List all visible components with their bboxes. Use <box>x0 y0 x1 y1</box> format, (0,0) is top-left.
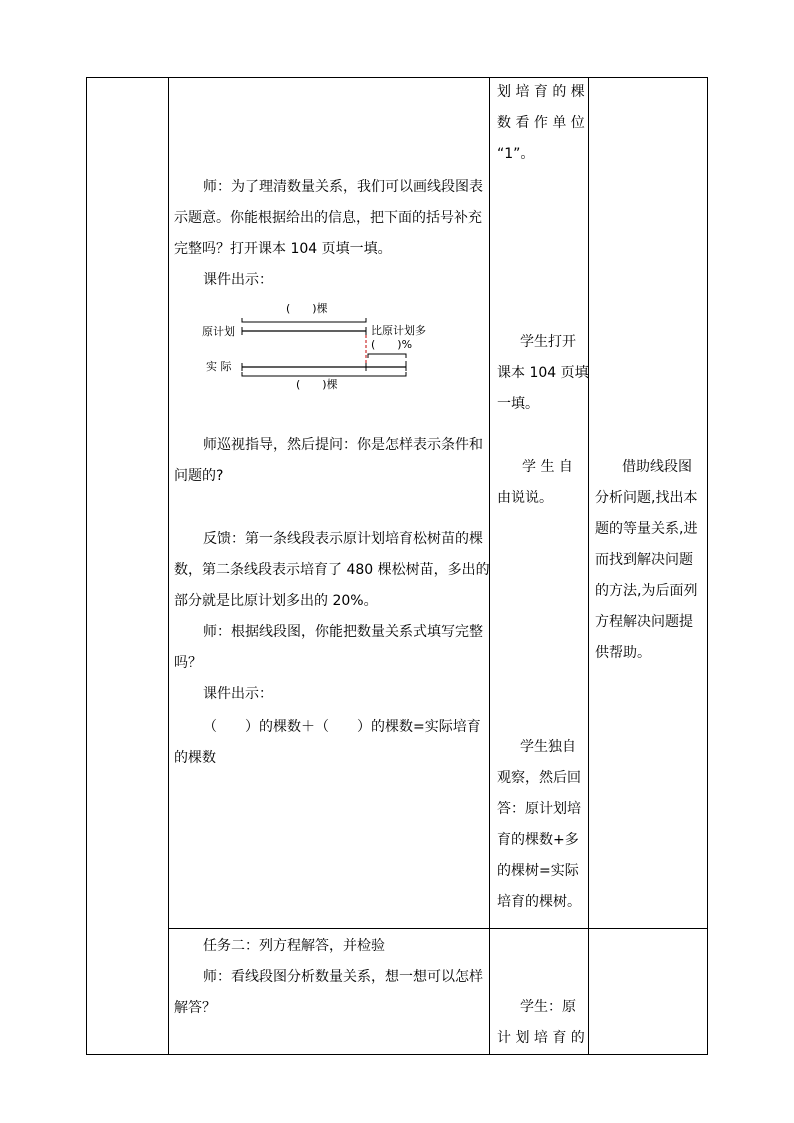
student-text-b1: 学生打开 <box>520 334 576 350</box>
courseware-show-1: 课件出示： <box>203 272 273 288</box>
teacher-text-4b: 吗？ <box>174 655 202 671</box>
col-line-5 <box>707 77 708 1055</box>
teacher-text-4a: 师：根据线段图，你能把数量关系式填写完整 <box>203 624 483 640</box>
student-text-e1: 学生：原 <box>520 999 576 1015</box>
task-two-title: 任务二：列方程解答，并检验 <box>203 938 385 954</box>
diagram-bottom-label: ( )棵 <box>296 378 338 391</box>
diagram-top-label: ( )棵 <box>286 302 328 315</box>
student-text-d6: 培育的棵树。 <box>497 894 581 910</box>
intent-text-7: 供帮助。 <box>595 645 651 661</box>
intent-text-1: 借助线段图 <box>622 459 692 475</box>
teacher-text-1b: 示题意。你能根据给出的信息，把下面的括号补充 <box>174 210 482 226</box>
col-line-1 <box>86 77 87 1055</box>
intent-text-3: 题的等量关系,进 <box>595 521 698 537</box>
student-text-a2: 数 看 作 单 位 <box>497 115 585 131</box>
table-border-top <box>86 77 708 78</box>
diagram-row2-label: 实 际 <box>206 360 232 373</box>
courseware-show-2: 课件出示： <box>203 686 273 702</box>
student-text-b3: 一填。 <box>497 396 539 412</box>
teacher-text-5b: 解答？ <box>174 1000 216 1016</box>
equation-text-a: （ ）的棵数＋（ ）的棵数=实际培育 <box>203 719 481 735</box>
diagram-row1-label: 原计划 <box>202 325 235 338</box>
teacher-text-5a: 师：看线段图分析数量关系，想一想可以怎样 <box>203 969 483 985</box>
row-divider <box>168 928 708 929</box>
intent-text-4: 而找到解决问题 <box>595 552 693 568</box>
student-text-a3: “1”。 <box>497 146 535 162</box>
student-text-d4: 育的棵数+多 <box>497 832 579 848</box>
student-text-d2: 观察，然后回 <box>497 770 581 786</box>
equation-text-b: 的棵数 <box>174 750 216 766</box>
feedback-text-c: 部分就是比原计划多出的 20%。 <box>174 593 378 609</box>
teacher-text-2b: 问题的? <box>174 468 224 484</box>
student-text-e2: 计 划 培 育 的 <box>497 1030 585 1046</box>
student-text-d5: 的棵树=实际 <box>497 863 579 879</box>
feedback-text-a: 反馈：第一条线段表示原计划培育松树苗的棵 <box>203 531 483 547</box>
feedback-text-b: 数，第二条线段表示培育了 480 棵松树苗，多出的 <box>174 562 490 578</box>
intent-text-6: 方程解决问题提 <box>595 614 693 630</box>
intent-text-5: 的方法,为后面列 <box>595 583 698 599</box>
student-text-d1: 学生独自 <box>520 739 576 755</box>
diagram-right-label-1: 比原计划多 <box>371 324 426 337</box>
col-line-4 <box>588 77 589 1055</box>
diagram-right-label-2: ( )% <box>371 338 413 351</box>
teacher-text-2a: 师巡视指导，然后提问：你是怎样表示条件和 <box>203 437 483 453</box>
student-text-c2: 由说说。 <box>497 490 553 506</box>
col-line-2 <box>168 77 169 1055</box>
line-segment-diagram <box>196 298 456 394</box>
intent-text-2: 分析问题,找出本 <box>595 490 698 506</box>
table-border-bottom <box>86 1054 708 1055</box>
teacher-text-1c: 完整吗？打开课本 104 页填一填。 <box>174 241 392 257</box>
teacher-text-1a: 师：为了理清数量关系，我们可以画线段图表 <box>203 179 483 195</box>
student-text-a1: 划 培 育 的 棵 <box>497 84 585 100</box>
student-text-d3: 答：原计划培 <box>497 801 581 817</box>
student-text-b2: 课本 104 页填 <box>497 365 589 381</box>
student-text-c1: 学 生 自 <box>522 459 573 475</box>
